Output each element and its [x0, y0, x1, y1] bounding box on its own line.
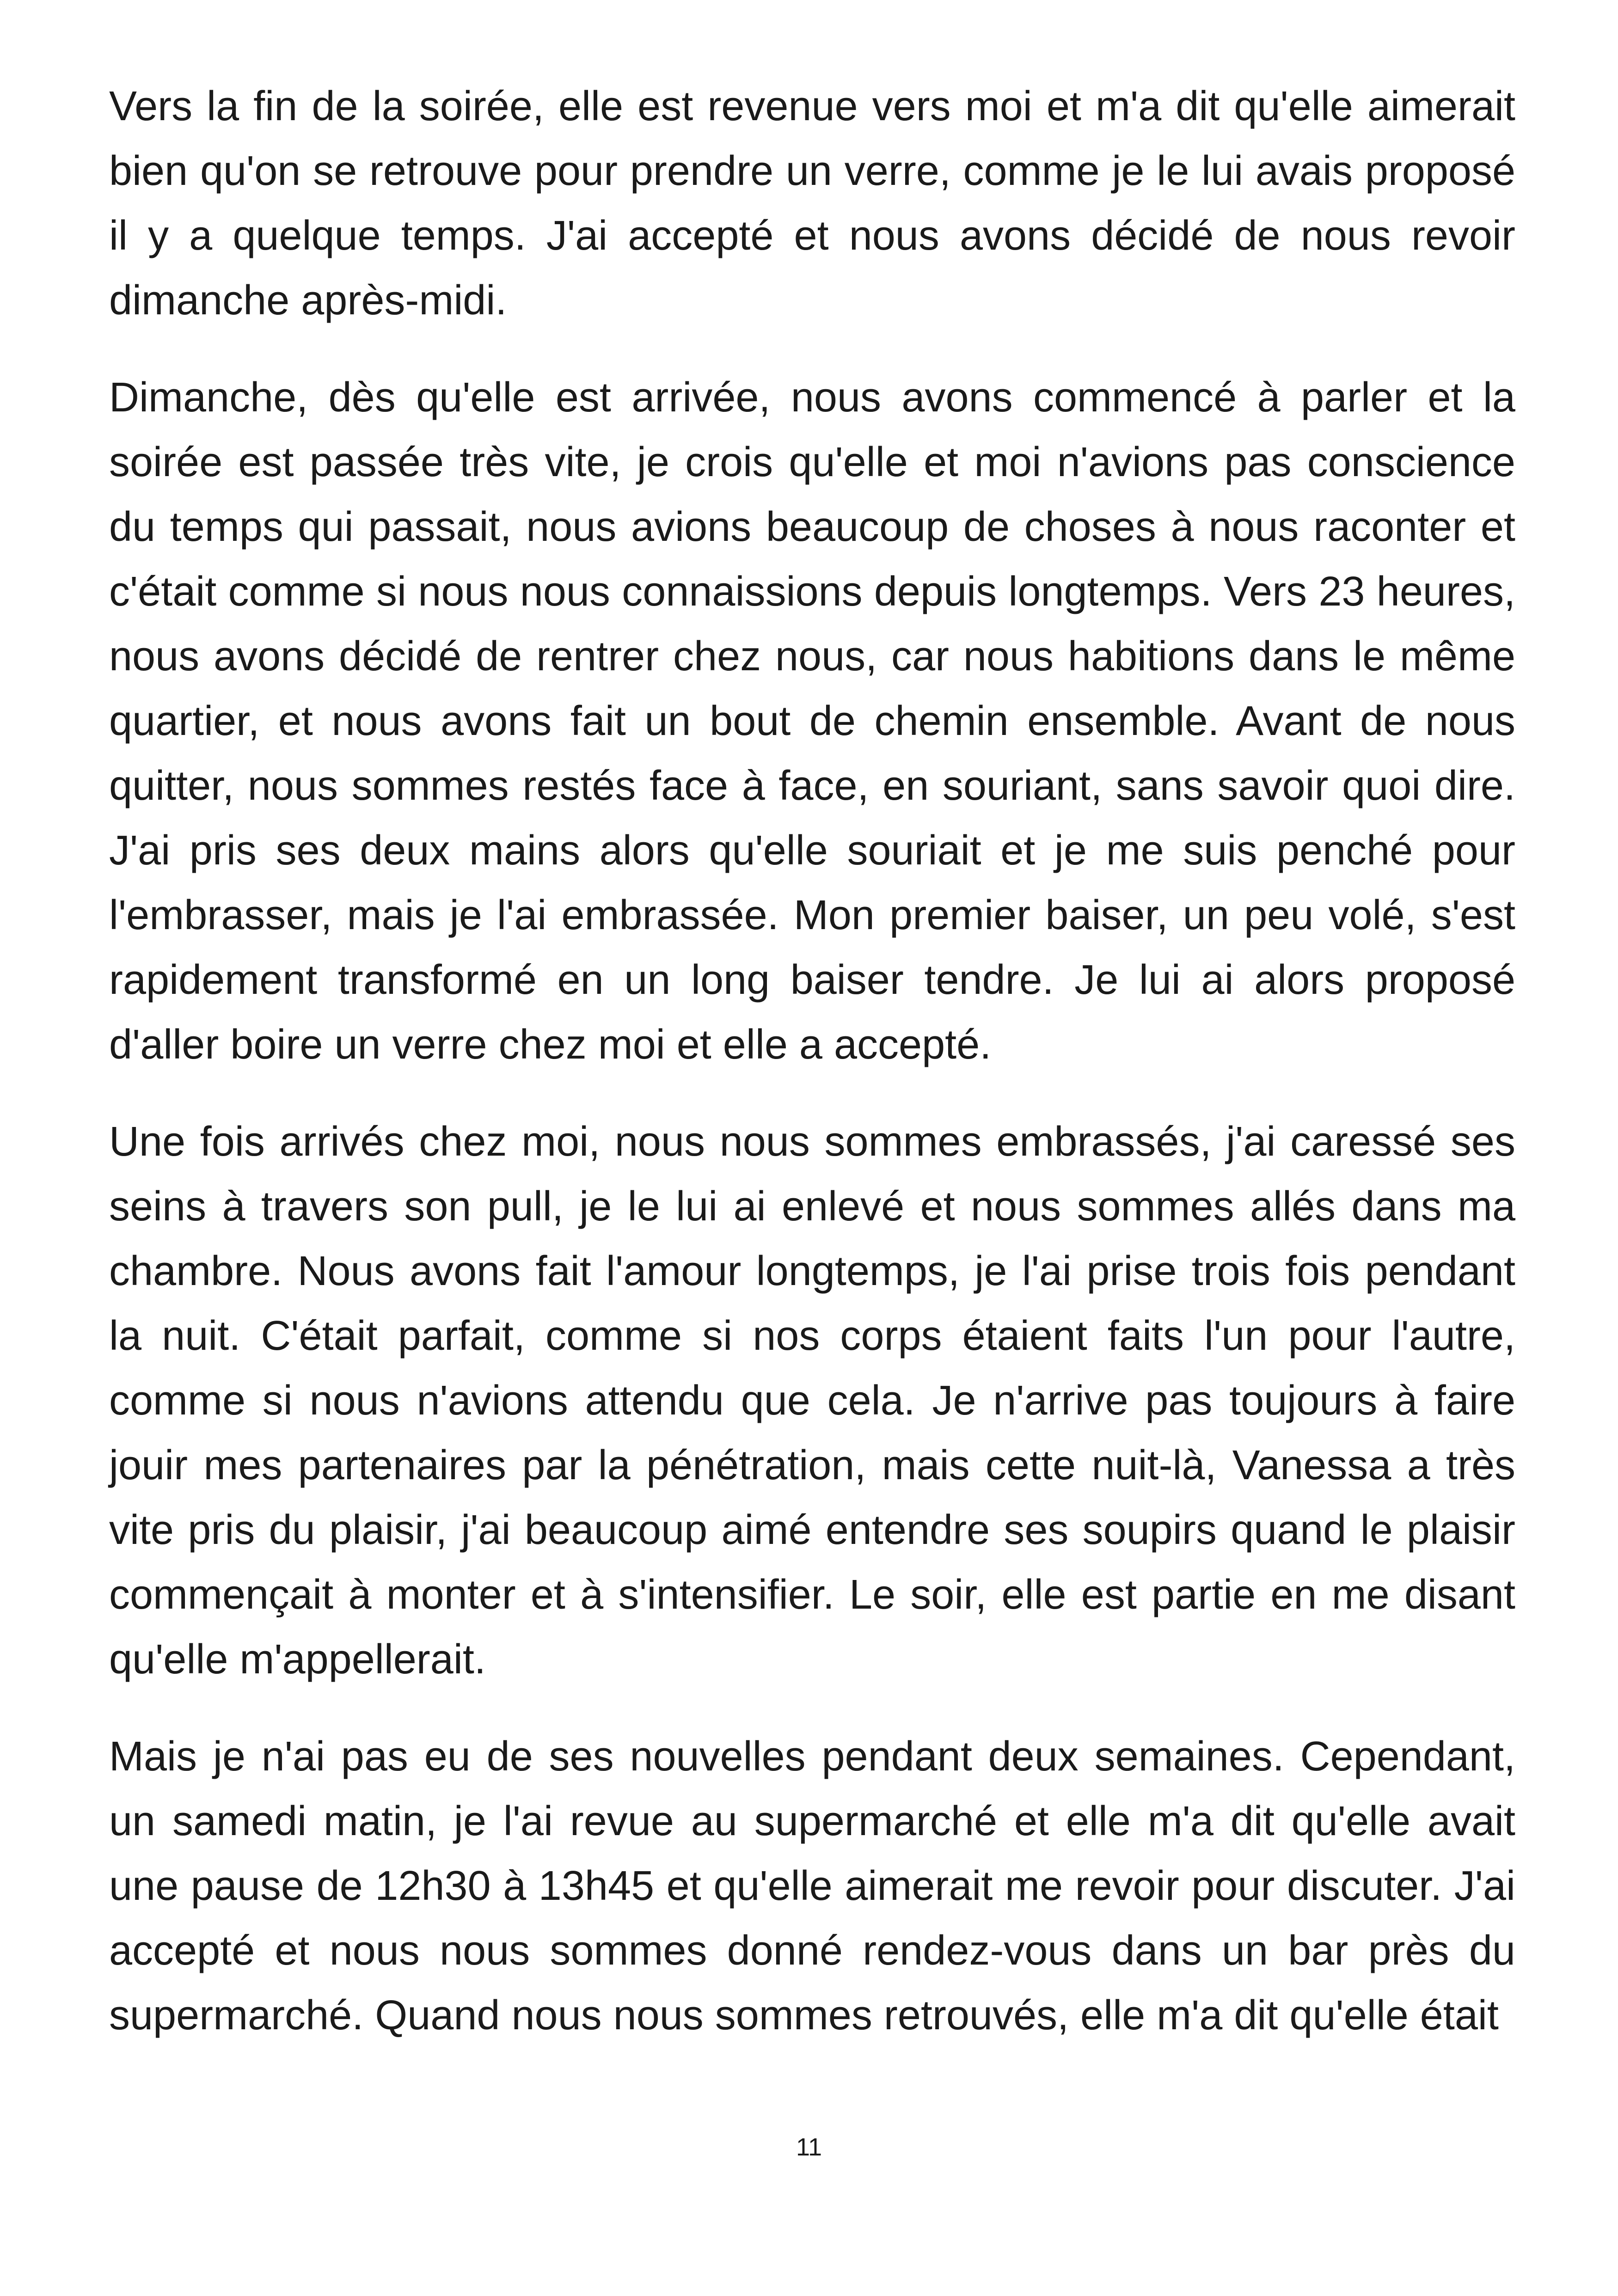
paragraph-2: Dimanche, dès qu'elle est arrivée, nous avons commencé à parler et la soirée est passée très vite, je crois qu'elle et moi n'avions pas conscience du temps qui passait, nous avions beaucoup de choses à nous raconter et c'était comme si nous nous connaissions depuis longtemps. Vers 23 heures, nous avons décidé de rentrer chez nous, car nous habitions dans le même quartier, et nous avons fait un bout de chemin ensemble. Avant de nous quitter, nous sommes restés face à face, en souriant, sans savoir quoi dire. J'ai pris ses deux mains alors qu'elle souriait et je me suis penché pour l'embrasser, mais je l'ai embrassée. Mon premier baiser, un peu volé, s'est rapidement transformé en un long baiser tendre. Je lui ai alors proposé d'aller boire un verre chez moi et elle a accepté. [109, 374, 1515, 1068]
body-text [109, 74, 1515, 2048]
paragraph-3: Une fois arrivés chez moi, nous nous sommes embrassés, j'ai caressé ses seins à travers son pull, je le lui ai enlevé et nous sommes allés dans ma chambre. Nous avons fait l'amour longtemps, je l'ai prise trois fois pendant la nuit. C'était parfait, comme si nos corps étaient faits l'un pour l'autre, comme si nous n'avions attendu que cela. Je n'arrive pas toujours à faire jouir mes partenaires par la pénétration, mais cette nuit-là, Vanessa a très vite pris du plaisir, j'ai beaucoup aimé entendre ses soupirs quand le plaisir commençait à monter et à s'intensifier. Le soir, elle est partie en me disant qu'elle m'appellerait. [109, 1119, 1515, 1683]
paragraph-1: Vers la fin de la soirée, elle est revenue vers moi et m'a dit qu'elle aimerait bien qu'on se retrouve pour prendre un verre, comme je le lui avais proposé il y a quelque temps. J'ai accepté et nous avons décidé de nous revoir dimanche après-midi. [109, 83, 1515, 324]
page-number: 11 [796, 2133, 822, 2161]
paragraph-4: Mais je n'ai pas eu de ses nouvelles pendant deux semaines. Cependant, un samedi matin, je l'ai revue au supermarché et elle m'a dit qu'elle avait une pause de 12h30 à 13h45 et qu'elle aimerait me revoir pour discuter. J'ai accepté et nous nous sommes donné rendez-vous dans un bar près du supermarché. Quand nous nous sommes retrouvés, elle m'a dit qu'elle était [109, 1733, 1515, 2039]
